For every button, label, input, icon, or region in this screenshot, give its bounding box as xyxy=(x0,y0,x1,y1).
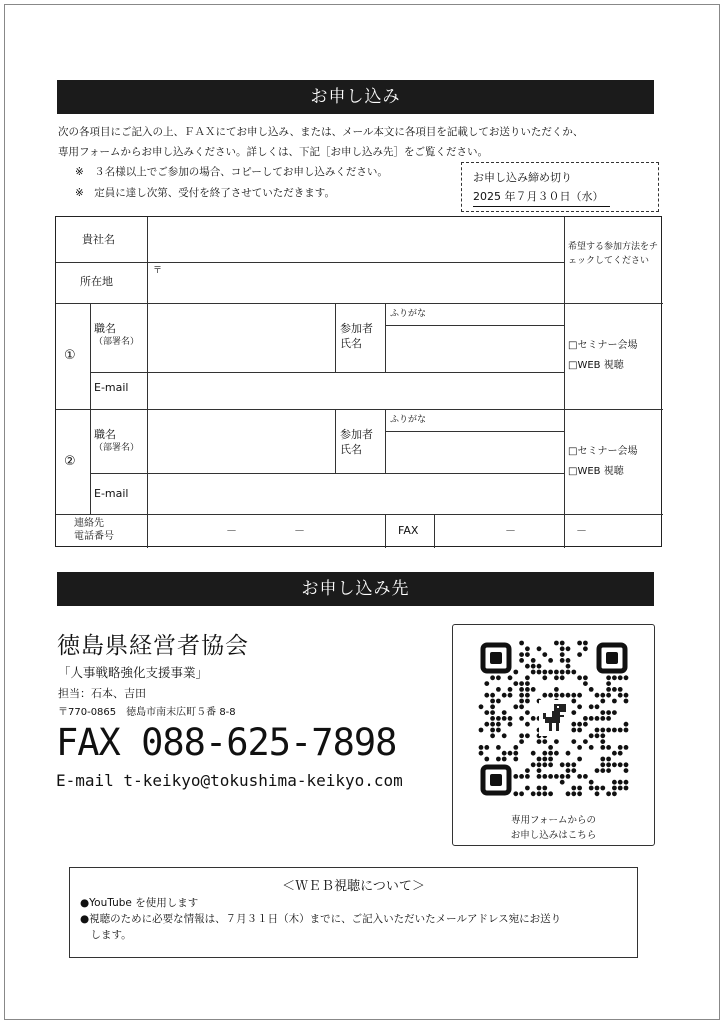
option-seminar[interactable]: □セミナー会場 xyxy=(568,446,638,457)
method-header: 希望する参加方法をチェックしてください xyxy=(568,242,659,266)
col-divider xyxy=(90,303,91,514)
notes xyxy=(75,162,388,204)
email-label: E-mail xyxy=(94,487,129,500)
fax-number: FAX 088-625-7898 xyxy=(56,721,397,764)
qr-caption-line-1: 専用フォームからの xyxy=(510,815,597,826)
option-web[interactable]: □WEB 視聴 xyxy=(568,466,624,477)
col-divider xyxy=(434,514,435,548)
fax-label: FAX xyxy=(398,524,419,537)
option-web[interactable]: □WEB 視聴 xyxy=(568,360,624,371)
col-divider xyxy=(385,514,386,548)
col-divider xyxy=(564,217,565,548)
col-divider xyxy=(385,409,386,473)
address-label: 所在地 xyxy=(80,275,113,288)
postal-mark: 〒 xyxy=(153,266,163,276)
phone-dash-2: － xyxy=(294,524,305,537)
participant-number: ② xyxy=(64,454,76,469)
name-field[interactable] xyxy=(388,327,562,371)
phone-label-2: 電話番号 xyxy=(74,531,114,542)
name-label-2: 氏名 xyxy=(340,337,362,350)
title-label: 職名 xyxy=(94,428,116,441)
web-info-title: ＜ＷＥＢ視聴について＞ xyxy=(282,879,425,894)
title-field[interactable] xyxy=(150,305,333,371)
col-divider xyxy=(147,303,148,548)
name-label-1: 参加者 xyxy=(340,322,373,335)
application-form xyxy=(55,216,662,547)
participant-number: ① xyxy=(64,348,76,363)
qr-caption xyxy=(453,813,654,843)
col-divider xyxy=(385,303,386,373)
section-title-application: お申し込み xyxy=(57,80,654,114)
furigana-label: ふりがな xyxy=(390,309,427,319)
title-label: 職名 xyxy=(94,322,116,335)
intro-line-1: 次の各項目にご記入の上、ＦＡＸにてお申し込み、または、メール本文に各項目を記載してお送りいただくか、 xyxy=(58,126,584,138)
title-field[interactable] xyxy=(150,411,333,471)
email-address[interactable]: E-mail t-keikyo@tokushima-keikyo.com xyxy=(56,771,403,790)
email-field[interactable] xyxy=(150,475,562,513)
fax-dash-1: － xyxy=(505,524,516,537)
company-label: 貴社名 xyxy=(82,233,115,246)
section-title-contact: お申し込み先 xyxy=(57,572,654,606)
col-divider xyxy=(335,409,336,473)
email-label: E-mail xyxy=(94,381,129,394)
option-seminar[interactable]: □セミナー会場 xyxy=(568,340,638,351)
name-label-2: 氏名 xyxy=(340,443,362,456)
row-divider xyxy=(90,473,564,474)
project-name: 「人事戦略強化支援事業」 xyxy=(58,665,209,680)
web-info-item-2-line-2: します。 xyxy=(80,929,132,941)
org-name: 徳島県経営者協会 xyxy=(57,633,249,659)
note-2: ※ 定員に達し次第、受付を終了させていただきます。 xyxy=(75,187,335,199)
col-divider xyxy=(335,303,336,373)
deadline-box xyxy=(461,162,659,212)
qr-caption-line-2: お申し込みはこちら xyxy=(510,830,597,841)
fax-dash-2: － xyxy=(576,524,587,537)
contact-persons: 担当：石本、吉田 xyxy=(58,687,146,700)
qr-box xyxy=(452,624,655,846)
note-1: ※ ３名様以上でご参加の場合、コピーしてお申し込みください。 xyxy=(75,166,388,178)
dept-label: （部署名） xyxy=(94,443,140,453)
web-info-item-1: ●YouTube を使用します xyxy=(80,897,199,909)
qr-code-icon[interactable] xyxy=(475,637,633,801)
dept-label: （部署名） xyxy=(94,337,140,347)
phone-dash-1: － xyxy=(226,524,237,537)
intro-text xyxy=(58,122,678,162)
web-info-box xyxy=(69,867,638,958)
phone-label-1: 連絡先 xyxy=(74,518,104,529)
row-divider xyxy=(90,372,564,373)
company-field[interactable] xyxy=(150,223,562,261)
web-info-item-2-line-1: ●視聴のために必要な情報は、７月３１日（木）までに、ご記入いただいたメールアドレス宛にお送り xyxy=(80,913,562,925)
name-field[interactable] xyxy=(388,433,562,471)
email-field[interactable] xyxy=(150,374,562,408)
col-divider xyxy=(147,217,148,303)
address-field[interactable] xyxy=(150,263,562,301)
org-address: 〒770-0865 徳島市南末広町５番 8-8 xyxy=(58,707,236,718)
deadline-label: お申し込み締め切り xyxy=(473,171,572,184)
furigana-divider xyxy=(385,325,564,326)
furigana-label: ふりがな xyxy=(390,415,427,425)
intro-line-2: 専用フォームからお申し込みください。詳しくは、下記［お申し込み先］をご覧ください。 xyxy=(58,146,488,158)
name-label-1: 参加者 xyxy=(340,428,373,441)
deadline-date: 2025 年７月３０日（水） xyxy=(473,187,610,207)
furigana-divider xyxy=(385,431,564,432)
